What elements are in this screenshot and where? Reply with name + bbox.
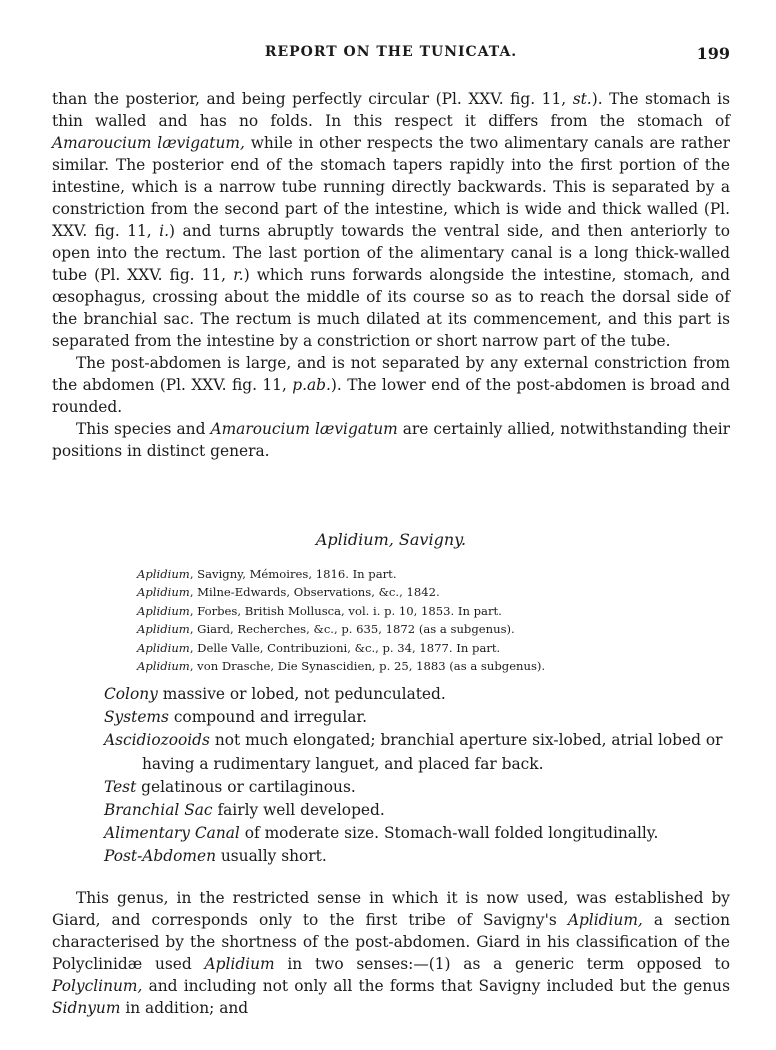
reference-text: , Delle Valle, Contribuzioni, &c., p. 34, 1877. In part. <box>189 640 501 655</box>
reference-text: , Giard, Recherches, &c., p. 635, 1872 (as a subgenus). <box>189 622 515 637</box>
italic-run: Amaroucium lævigatum <box>210 420 398 438</box>
reference-line <box>137 620 697 638</box>
italic-run: Polyclinum, <box>52 977 143 995</box>
reference-genus: Aplidium <box>137 640 190 655</box>
diagnosis-text: usually short. <box>215 847 327 866</box>
italic-run: r. <box>233 266 244 284</box>
genus-heading <box>52 530 730 549</box>
genus-diagnosis <box>104 683 734 869</box>
reference-genus: Aplidium <box>137 622 190 637</box>
reference-text: , Forbes, British Mollusca, vol. i. p. 10, 1853. In part. <box>189 603 502 618</box>
paragraph: The post-abdomen is large, and is not separated by any external constriction from the abdomen (Pl. XXV. fig. 11, p.ab.). The lower end of the post-abdomen is broad and rounded. <box>52 354 730 416</box>
diagnosis-term: Post-Abdomen <box>104 847 216 866</box>
italic-run: i. <box>159 222 169 240</box>
diagnosis-continuation: having a rudimentary languet, and placed far back. <box>142 754 544 773</box>
italic-run: p.ab. <box>292 376 331 394</box>
paragraph: This species and Amaroucium lævigatum are certainly allied, notwithstanding their positions in distinct genera. <box>52 420 730 460</box>
diagnosis-term: Colony <box>104 685 158 703</box>
reference-line <box>137 583 697 601</box>
diagnosis-item <box>104 776 734 799</box>
italic-run: Amaroucium lævigatum, <box>52 134 245 152</box>
diagnosis-term: Test <box>104 777 137 796</box>
italic-run: Sidnyum <box>52 999 121 1017</box>
reference-text: , Savigny, Mémoires, 1816. In part. <box>189 567 397 581</box>
reference-genus: Aplidium <box>137 659 190 674</box>
diagnosis-term: Branchial Sac <box>104 801 213 820</box>
diagnosis-item <box>104 683 734 706</box>
diagnosis-term: Ascidiozooids <box>104 731 210 750</box>
reference-line <box>137 657 697 675</box>
reference-genus: Aplidium <box>137 585 190 600</box>
reference-text: , Milne-Edwards, Observations, &c., 1842. <box>189 585 440 600</box>
page-number: 199 <box>696 44 730 63</box>
diagnosis-item <box>104 845 734 868</box>
diagnosis-item <box>104 729 734 752</box>
reference-genus: Aplidium <box>137 567 190 581</box>
diagnosis-text: gelatinous or cartilaginous. <box>136 777 356 796</box>
diagnosis-term: Systems <box>104 708 169 727</box>
reference-genus: Aplidium <box>137 603 190 618</box>
diagnosis-item <box>104 706 734 729</box>
diagnosis-term: Alimentary Canal <box>104 824 240 843</box>
paragraph: This genus, in the restricted sense in which it is now used, was established by Giard, and corresponds only to the first tribe of Savigny's Aplidium, a section characterised by the shortness of the post-abdomen. Giard in his classification of the Polyclinidæ used Aplidium in two senses:—(1) as a generic term opposed to Polyclinum, and including not only all the forms that Savigny included but the genus Sidnyum in addition; and <box>52 889 731 1017</box>
diagnosis-text: not much elongated; branchial aperture six-lobed, atrial lobed or <box>209 731 723 750</box>
genus-author: , Savigny. <box>388 530 467 549</box>
diagnosis-text: massive or lobed, not pedunculated. <box>157 685 446 703</box>
genus-name: Aplidium <box>315 530 389 549</box>
italic-run: Aplidium, <box>567 911 643 929</box>
diagnosis-text: of moderate size. Stomach-wall folded longitudinally. <box>239 824 659 843</box>
reference-line <box>137 565 697 583</box>
diagnosis-text: compound and irregular. <box>168 708 367 727</box>
reference-text: , von Drasche, Die Synascidien, p. 25, 1883 (as a subgenus). <box>189 659 546 674</box>
italic-run: st. <box>572 90 592 108</box>
reference-line <box>137 602 697 620</box>
italic-run: Aplidium <box>204 955 275 973</box>
diagnosis-item <box>104 822 734 845</box>
running-title: REPORT ON THE TUNICATA. <box>264 44 518 60</box>
reference-line <box>137 639 697 657</box>
diagnosis-item <box>104 799 734 822</box>
page-header <box>52 44 730 68</box>
diagnosis-text: fairly well developed. <box>212 801 385 820</box>
synonymy-references <box>137 565 697 675</box>
body-text-bottom <box>52 887 730 1019</box>
body-text-top <box>52 88 730 462</box>
paragraph: than the posterior, and being perfectly circular (Pl. XXV. fig. 11, st.). The stomach is thin walled and has no folds. In this respect it differs from the stomach of Amaroucium lævigatum, while in other respects the two alimentary canals are rather similar. The posterior end of the stomach tapers rapidly into the first portion of the intestine, which is a narrow tube running directly backwards. This is separated by a constriction from the second part of the intestine, which is wide and thick walled (Pl. XXV. fig. 11, i.) and turns abruptly towards the ventral side, and then anteriorly to open into the rectum. The last portion of the alimentary canal is a long thick-walled tube (Pl. XXV. fig. 11, r.) which runs forwards alongside the intestine, stomach, and œsophagus, crossing about the middle of its course so as to reach the dorsal side of the branchial sac. The rectum is much dilated at its commencement, and this part is separated from the intestine by a constriction or short narrow part of the tube. <box>52 90 730 350</box>
